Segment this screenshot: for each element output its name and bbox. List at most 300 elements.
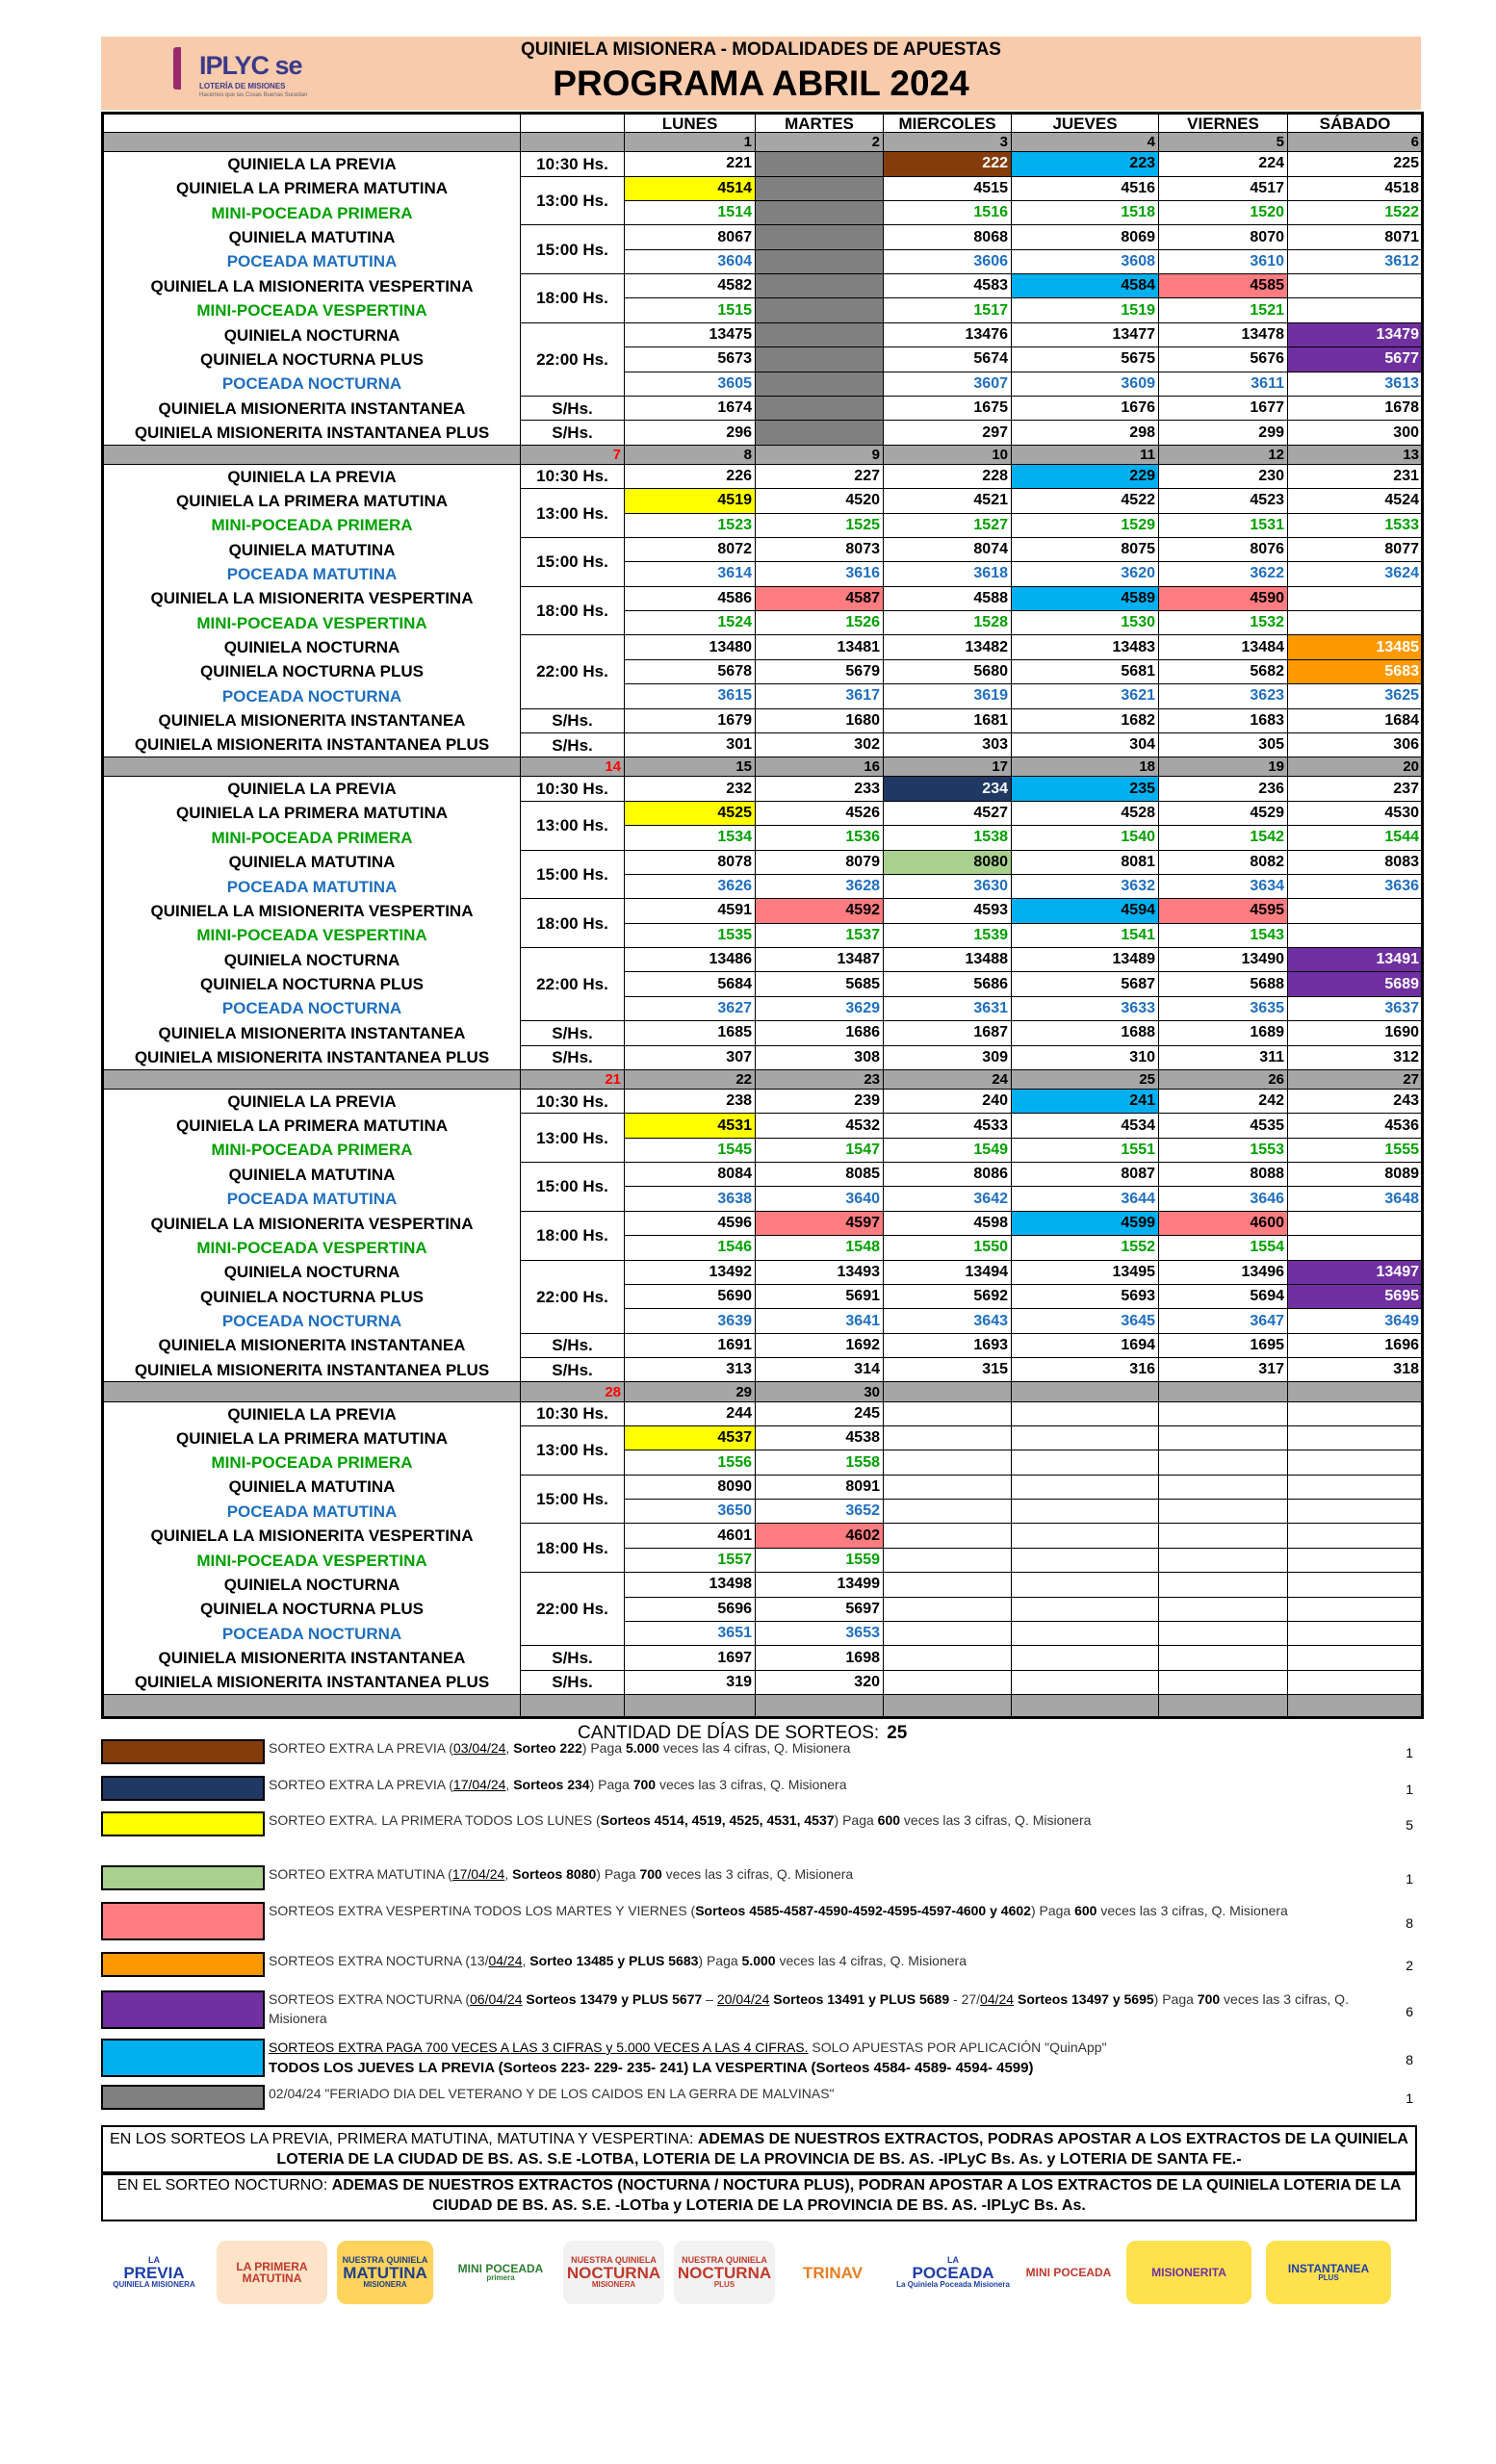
date-cell: 28 (521, 1382, 625, 1401)
draw-number: 1685 (625, 1021, 756, 1045)
logo-tagline: Hacemos que las Cosas Buenas Sucedan (199, 92, 308, 98)
draw-number: 315 (884, 1358, 1012, 1382)
date-cell: 16 (756, 757, 884, 777)
draw-number (1288, 1450, 1423, 1475)
draw-number: 5688 (1159, 972, 1288, 996)
draw-number (1012, 1670, 1159, 1694)
game-name: POCEADA MATUTINA (103, 249, 521, 273)
draw-number: 1528 (884, 611, 1012, 635)
draw-hour: S/Hs. (521, 1333, 625, 1357)
end-cell (521, 1695, 625, 1718)
draw-number: 1520 (1159, 200, 1288, 224)
draw-number: 4525 (625, 801, 756, 825)
draw-number: 3647 (1159, 1309, 1288, 1333)
date-cell: 11 (1012, 445, 1159, 464)
draw-hour: 18:00 Hs. (521, 899, 625, 948)
draw-number (1012, 1425, 1159, 1450)
game-name: QUINIELA LA PRIMERA MATUTINA (103, 489, 521, 513)
date-cell: 18 (1012, 757, 1159, 777)
draw-number: 13479 (1288, 322, 1423, 346)
table-row (103, 684, 1423, 708)
draw-number (1159, 1500, 1288, 1524)
table-row (103, 948, 1423, 972)
draw-number: 3605 (625, 372, 756, 396)
end-cell (625, 1695, 756, 1718)
draw-number: 299 (1159, 421, 1288, 445)
logo-main: INSTANTANEA (1287, 2262, 1370, 2275)
draw-number: 242 (1159, 1089, 1288, 1113)
draw-number: 233 (756, 777, 884, 801)
header-blank (521, 114, 625, 133)
table-row (103, 1646, 1423, 1670)
draw-number (1288, 1401, 1423, 1425)
draw-number: 240 (884, 1089, 1012, 1113)
draw-number: 13493 (756, 1260, 884, 1284)
legend-text: SORTEO EXTRA. LA PRIMERA TODOS LOS LUNES (Sorteos 4514, 4519, 4525, 4531, 4537) Paga 600 veces las 3 cifras, Q. Misionera (269, 1812, 1092, 1828)
date-cell: 21 (521, 1069, 625, 1089)
end-cell (756, 1695, 884, 1718)
draw-number: 3612 (1288, 249, 1423, 273)
draw-number: 1548 (756, 1236, 884, 1260)
draw-number: 1535 (625, 923, 756, 947)
date-cell (1288, 1382, 1423, 1401)
draw-number: 4583 (884, 274, 1012, 298)
date-cell: 19 (1159, 757, 1288, 777)
draw-hour: 15:00 Hs. (521, 225, 625, 274)
draw-number: 3650 (625, 1500, 756, 1524)
draw-number: 1551 (1012, 1138, 1159, 1162)
game-name: QUINIELA LA MISIONERITA VESPERTINA (103, 274, 521, 298)
draw-number: 1680 (756, 708, 884, 732)
draw-number: 243 (1288, 1089, 1423, 1113)
logo-sub: QUINIELA MISIONERA (113, 2280, 195, 2289)
game-name: QUINIELA LA MISIONERITA VESPERTINA (103, 899, 521, 923)
logo-subtitle: LOTERÍA DE MISIONES (199, 82, 286, 90)
draw-hour: 18:00 Hs. (521, 274, 625, 323)
draw-hour: S/Hs. (521, 1358, 625, 1382)
draw-number: 239 (756, 1089, 884, 1113)
game-name: QUINIELA LA PREVIA (103, 777, 521, 801)
draw-hour: 22:00 Hs. (521, 1573, 625, 1646)
logo-sub: primera (486, 2273, 515, 2282)
game-name: QUINIELA LA PREVIA (103, 1089, 521, 1113)
table-row (103, 1548, 1423, 1572)
draw-number: 4534 (1012, 1114, 1159, 1138)
draw-number: 5679 (756, 659, 884, 683)
draw-number: 1678 (1288, 396, 1423, 420)
date-cell: 24 (884, 1069, 1012, 1089)
draw-number: 297 (884, 421, 1012, 445)
draw-number (1288, 1646, 1423, 1670)
draw-number: 3649 (1288, 1309, 1423, 1333)
draw-number: 224 (1159, 152, 1288, 176)
draw-number: 4533 (884, 1114, 1012, 1138)
table-row (103, 1401, 1423, 1425)
draw-hour: 13:00 Hs. (521, 801, 625, 850)
date-cell: 23 (756, 1069, 884, 1089)
draw-number: 8073 (756, 537, 884, 561)
draw-number: 1553 (1159, 1138, 1288, 1162)
legend-swatch (101, 1990, 265, 2029)
draw-number: 5683 (1288, 659, 1423, 683)
logo-name: IPLYC se (199, 51, 302, 80)
draw-number: 3611 (1159, 372, 1288, 396)
draw-number: 4585 (1159, 274, 1288, 298)
draw-number: 13475 (625, 322, 756, 346)
table-row (103, 996, 1423, 1020)
draw-number: 8067 (625, 225, 756, 249)
draw-hour: 18:00 Hs. (521, 1524, 625, 1573)
game-name: MINI-POCEADA VESPERTINA (103, 298, 521, 322)
draw-number: 13490 (1159, 948, 1288, 972)
table-row (103, 513, 1423, 537)
draw-number: 4527 (884, 801, 1012, 825)
draw-number: 1532 (1159, 611, 1288, 635)
draw-hour: 22:00 Hs. (521, 1260, 625, 1333)
draw-number: 304 (1012, 732, 1159, 757)
draw-number: 8076 (1159, 537, 1288, 561)
draw-number: 3631 (884, 996, 1012, 1020)
draw-number: 13492 (625, 1260, 756, 1284)
draw-number: 1531 (1159, 513, 1288, 537)
legend-swatch (101, 1952, 265, 1977)
draw-number: 1545 (625, 1138, 756, 1162)
end-cell (1159, 1695, 1288, 1718)
legend-text: SORTEO EXTRA MATUTINA (17/04/24, Sorteos 8080) Paga 700 veces las 3 cifras, Q. Misionera (269, 1866, 854, 1882)
game-logo (101, 2241, 207, 2304)
table-row (103, 1450, 1423, 1475)
draw-number: 3621 (1012, 684, 1159, 708)
game-logo (563, 2241, 664, 2304)
draw-number: 13483 (1012, 635, 1159, 659)
draw-number: 1693 (884, 1333, 1012, 1357)
draw-number: 5674 (884, 347, 1012, 372)
draw-hour: 10:30 Hs. (521, 152, 625, 176)
draw-number: 8089 (1288, 1163, 1423, 1187)
date-row (103, 445, 1423, 464)
draw-number: 301 (625, 732, 756, 757)
date-cell: 17 (884, 757, 1012, 777)
draw-number: 4584 (1012, 274, 1159, 298)
draw-hour: 15:00 Hs. (521, 1475, 625, 1524)
draw-number: 5689 (1288, 972, 1423, 996)
game-logo (448, 2241, 554, 2304)
draw-number (1012, 1524, 1159, 1548)
draw-number: 3627 (625, 996, 756, 1020)
game-name: MINI-POCEADA PRIMERA (103, 1450, 521, 1475)
draw-number: 4589 (1012, 586, 1159, 610)
logo-main: MINI POCEADA (457, 2262, 544, 2275)
game-name: QUINIELA MISIONERITA INSTANTANEA PLUS (103, 421, 521, 445)
draw-number: 13478 (1159, 322, 1288, 346)
draw-number (1012, 1573, 1159, 1597)
draw-number: 1677 (1159, 396, 1288, 420)
draw-number (756, 225, 884, 249)
draw-number: 4599 (1012, 1211, 1159, 1235)
draw-number: 3638 (625, 1187, 756, 1211)
draw-hour: 18:00 Hs. (521, 586, 625, 635)
draw-number: 3618 (884, 562, 1012, 586)
draw-number (1288, 274, 1423, 298)
table-row (103, 874, 1423, 898)
end-cell (1288, 1695, 1423, 1718)
draw-number: 1536 (756, 826, 884, 850)
legend-count: 1 (1406, 2091, 1413, 2106)
draw-number (756, 249, 884, 273)
draw-number: 1696 (1288, 1333, 1423, 1357)
table-row (103, 249, 1423, 273)
table-row (103, 923, 1423, 947)
game-name: QUINIELA NOCTURNA (103, 948, 521, 972)
draw-hour: 10:30 Hs. (521, 777, 625, 801)
game-name: MINI-POCEADA PRIMERA (103, 513, 521, 537)
table-row (103, 1309, 1423, 1333)
draw-number: 4588 (884, 586, 1012, 610)
draw-number: 8074 (884, 537, 1012, 561)
game-name: MINI-POCEADA VESPERTINA (103, 611, 521, 635)
draw-number (756, 200, 884, 224)
draw-number: 13488 (884, 948, 1012, 972)
table-row (103, 322, 1423, 346)
draw-number (884, 1621, 1012, 1645)
draw-number (1288, 1500, 1423, 1524)
draw-number: 4518 (1288, 176, 1423, 200)
draw-number: 1552 (1012, 1236, 1159, 1260)
draw-number (1159, 1475, 1288, 1499)
legend-text: SORTEOS EXTRA NOCTURNA (13/04/24, Sorteo 13485 y PLUS 5683) Paga 5.000 veces las 4 cifras, Q. Misionera (269, 1953, 967, 1968)
draw-number: 1543 (1159, 923, 1288, 947)
draw-number (756, 372, 884, 396)
date-cell: 29 (625, 1382, 756, 1401)
logo-main: MINI POCEADA (1025, 2266, 1112, 2279)
table-row (103, 1045, 1423, 1069)
draw-number: 4528 (1012, 801, 1159, 825)
draw-hour: 13:00 Hs. (521, 1425, 625, 1475)
day-header: LUNES (625, 114, 756, 133)
draw-number: 4596 (625, 1211, 756, 1235)
draw-hour: 13:00 Hs. (521, 489, 625, 538)
draw-number: 1691 (625, 1333, 756, 1357)
draw-number: 232 (625, 777, 756, 801)
game-name: QUINIELA MATUTINA (103, 1475, 521, 1499)
draw-number: 3648 (1288, 1187, 1423, 1211)
draw-number: 229 (1012, 464, 1159, 488)
draw-hour: S/Hs. (521, 732, 625, 757)
draw-number: 4590 (1159, 586, 1288, 610)
date-cell: 8 (625, 445, 756, 464)
game-name: QUINIELA LA PRIMERA MATUTINA (103, 1425, 521, 1450)
draw-number: 4592 (756, 899, 884, 923)
legend-swatch (101, 1811, 265, 1836)
draw-number: 4535 (1159, 1114, 1288, 1138)
logo-main: TRINAV (802, 2263, 863, 2282)
draw-hour: 22:00 Hs. (521, 322, 625, 396)
draw-number: 5676 (1159, 347, 1288, 372)
draw-number: 313 (625, 1358, 756, 1382)
draw-number: 4524 (1288, 489, 1423, 513)
draw-number: 1514 (625, 200, 756, 224)
draw-number: 314 (756, 1358, 884, 1382)
draw-number (1288, 1573, 1423, 1597)
draw-number: 308 (756, 1045, 884, 1069)
table-row (103, 1236, 1423, 1260)
draw-number (1288, 899, 1423, 923)
draw-number: 306 (1288, 732, 1423, 757)
table-row (103, 1475, 1423, 1499)
game-name: POCEADA NOCTURNA (103, 684, 521, 708)
draw-number: 1522 (1288, 200, 1423, 224)
game-logo (1266, 2241, 1391, 2304)
draw-number: 3625 (1288, 684, 1423, 708)
draw-number (884, 1548, 1012, 1572)
draw-number: 228 (884, 464, 1012, 488)
draw-number: 13496 (1159, 1260, 1288, 1284)
table-row (103, 200, 1423, 224)
page-subtitle: QUINIELA MISIONERA - MODALIDADES DE APUESTAS (521, 39, 1001, 60)
draw-number (884, 1450, 1012, 1475)
table-row (103, 298, 1423, 322)
draw-number: 1557 (625, 1548, 756, 1572)
game-logos (101, 2241, 1421, 2308)
draw-number: 3615 (625, 684, 756, 708)
date-cell: 15 (625, 757, 756, 777)
game-logo (217, 2241, 327, 2304)
note-box: EN LOS SORTEOS LA PREVIA, PRIMERA MATUTINA, MATUTINA Y VESPERTINA: ADEMAS DE NUESTROS EXTRACTOS, PODRAS APOSTAR A LOS EXTRACTOS DE LA QUINIELA LOTERIA DE LA CIUDAD DE BS. AS. S.E -LOTBA, LOTERIA DE LA PROVINCIA DE BS. AS. -IPLyC Bs. As. y LOTERIA DE SANTA FE.- (101, 2125, 1417, 2175)
game-name: QUINIELA MATUTINA (103, 225, 521, 249)
game-name: QUINIELA NOCTURNA PLUS (103, 347, 521, 372)
draw-number: 8084 (625, 1163, 756, 1187)
draw-number (1012, 1450, 1159, 1475)
game-name: QUINIELA NOCTURNA (103, 635, 521, 659)
draw-number: 5694 (1159, 1284, 1288, 1308)
draw-number: 8069 (1012, 225, 1159, 249)
draw-number: 1679 (625, 708, 756, 732)
draw-number: 1690 (1288, 1021, 1423, 1045)
game-name: QUINIELA LA PREVIA (103, 1401, 521, 1425)
draw-number: 8085 (756, 1163, 884, 1187)
draw-number: 3619 (884, 684, 1012, 708)
draw-number: 311 (1159, 1045, 1288, 1069)
draw-number: 1541 (1012, 923, 1159, 947)
draw-hour: 13:00 Hs. (521, 1114, 625, 1163)
game-name: QUINIELA LA PRIMERA MATUTINA (103, 801, 521, 825)
draw-hour: 15:00 Hs. (521, 537, 625, 586)
draw-number: 319 (625, 1670, 756, 1694)
game-name: POCEADA NOCTURNA (103, 996, 521, 1020)
game-name: MINI-POCEADA VESPERTINA (103, 1548, 521, 1572)
draw-number: 3651 (625, 1621, 756, 1645)
draw-number: 244 (625, 1401, 756, 1425)
logo-main: LA PRIMERA MATUTINA (236, 2260, 308, 2285)
draw-number: 3623 (1159, 684, 1288, 708)
logo-main: MATUTINA (343, 2264, 427, 2282)
date-cell: 3 (884, 133, 1012, 152)
draw-number: 8086 (884, 1163, 1012, 1187)
draw-hour: 10:30 Hs. (521, 1089, 625, 1113)
table-row (103, 1621, 1423, 1645)
draw-number: 4582 (625, 274, 756, 298)
draw-number: 1549 (884, 1138, 1012, 1162)
draw-hour: S/Hs. (521, 708, 625, 732)
game-logo (1126, 2241, 1251, 2304)
draw-number: 5675 (1012, 347, 1159, 372)
draw-number: 225 (1288, 152, 1423, 176)
draw-number: 8075 (1012, 537, 1159, 561)
draw-number (756, 274, 884, 298)
draw-number: 3610 (1159, 249, 1288, 273)
table-row (103, 1358, 1423, 1382)
game-name: QUINIELA MISIONERITA INSTANTANEA (103, 708, 521, 732)
draw-number: 4594 (1012, 899, 1159, 923)
draw-number (1288, 1524, 1423, 1548)
draw-number (1159, 1670, 1288, 1694)
draw-number: 1534 (625, 826, 756, 850)
draw-number (1012, 1621, 1159, 1645)
legend-text: SORTEOS EXTRA NOCTURNA (06/04/24 Sorteos 13479 y PLUS 5677 – 20/04/24 Sorteos 13491 y PLUS 5689 - 27/04/24 Sorteos 13497 y 5695) Paga 700 veces las 3 cifras, Q. Misionera (269, 1991, 1349, 2026)
legend-count: 2 (1406, 1958, 1413, 1973)
table-row (103, 489, 1423, 513)
draw-number: 5697 (756, 1597, 884, 1621)
draw-number (756, 152, 884, 176)
table-row (103, 1333, 1423, 1357)
draw-hour: 15:00 Hs. (521, 850, 625, 899)
draw-number: 13499 (756, 1573, 884, 1597)
date-cell: 25 (1012, 1069, 1159, 1089)
logo-sub: PLUS (1318, 2273, 1339, 2282)
draw-number: 316 (1012, 1358, 1159, 1382)
table-row (103, 562, 1423, 586)
draw-number: 245 (756, 1401, 884, 1425)
logo-main: NOCTURNA (677, 2264, 772, 2282)
logo-top: NUESTRA QUINIELA (682, 2255, 767, 2265)
draw-number: 235 (1012, 777, 1159, 801)
table-row (103, 1021, 1423, 1045)
draw-number (884, 1524, 1012, 1548)
draw-number: 241 (1012, 1089, 1159, 1113)
header-blank (103, 114, 521, 133)
draw-number: 3634 (1159, 874, 1288, 898)
draw-number: 3630 (884, 874, 1012, 898)
table-row (103, 732, 1423, 757)
draw-number: 5684 (625, 972, 756, 996)
draw-number (884, 1646, 1012, 1670)
draw-number: 227 (756, 464, 884, 488)
table-row (103, 1284, 1423, 1308)
draw-number: 5685 (756, 972, 884, 996)
draw-number: 1533 (1288, 513, 1423, 537)
header-banner (101, 37, 1421, 110)
draw-number (1159, 1425, 1288, 1450)
draw-number: 3644 (1012, 1187, 1159, 1211)
draw-hour: 13:00 Hs. (521, 176, 625, 225)
draw-number: 13480 (625, 635, 756, 659)
draw-number: 13498 (625, 1573, 756, 1597)
draw-number: 4519 (625, 489, 756, 513)
draw-number: 13481 (756, 635, 884, 659)
draw-number: 4515 (884, 176, 1012, 200)
draw-number (756, 421, 884, 445)
draw-number: 3636 (1288, 874, 1423, 898)
draw-number: 312 (1288, 1045, 1423, 1069)
draw-number: 13491 (1288, 948, 1423, 972)
table-row (103, 1597, 1423, 1621)
draw-number: 4602 (756, 1524, 884, 1548)
draw-number: 4516 (1012, 176, 1159, 200)
draw-hour: S/Hs. (521, 396, 625, 420)
table-row (103, 1524, 1423, 1548)
draw-number: 3635 (1159, 996, 1288, 1020)
draw-number: 13482 (884, 635, 1012, 659)
